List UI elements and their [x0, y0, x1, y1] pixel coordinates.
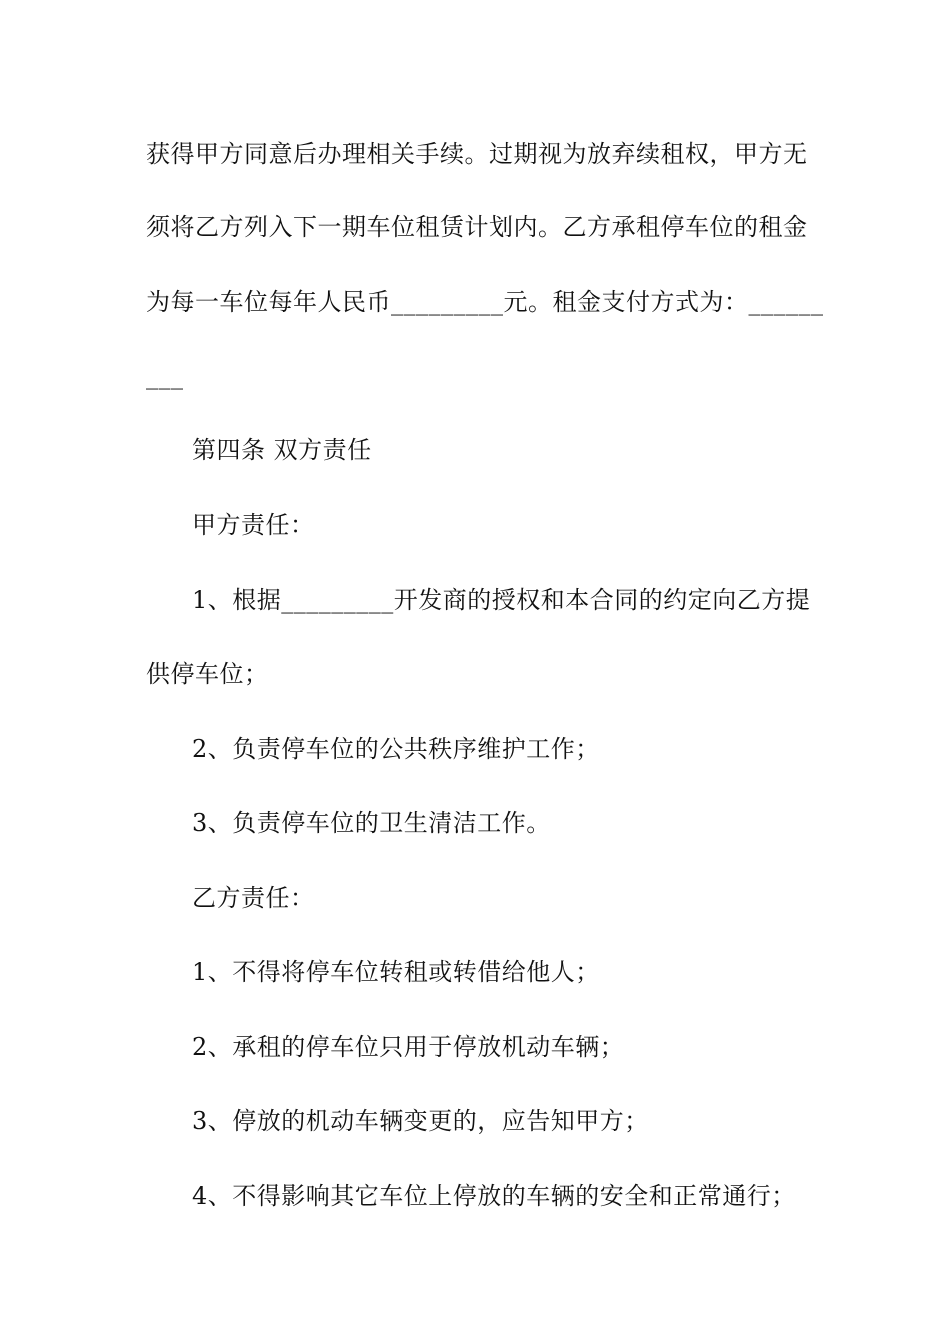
list-item: 3、负责停车位的卫生清洁工作。 [192, 809, 551, 837]
body-text-line: 为每一车位每年人民币_________元。租金支付方式为：______ [146, 288, 824, 316]
body-text-line: 获得甲方同意后办理相关手续。过期视为放弃续租权，甲方无 [146, 140, 808, 168]
body-text-line: 须将乙方列入下一期车位租赁计划内。乙方承租停车位的租金 [146, 213, 808, 241]
list-item: 3、停放的机动车辆变更的，应告知甲方； [192, 1107, 649, 1135]
section-heading: 第四条 双方责任 [192, 436, 372, 464]
subheading-party-b: 乙方责任： [192, 884, 315, 912]
list-item: 1、根据_________开发商的授权和本合同的约定向乙方提 [192, 586, 811, 614]
list-item: 2、承租的停车位只用于停放机动车辆； [192, 1033, 625, 1061]
body-text-line: 供停车位； [146, 660, 269, 688]
subheading-party-a: 甲方责任： [192, 511, 315, 539]
list-item: 2、负责停车位的公共秩序维护工作； [192, 735, 600, 763]
list-item: 1、不得将停车位转租或转借给他人； [192, 958, 600, 986]
body-text-line: ___ [146, 362, 184, 390]
list-item: 4、不得影响其它车位上停放的车辆的安全和正常通行； [192, 1182, 796, 1210]
